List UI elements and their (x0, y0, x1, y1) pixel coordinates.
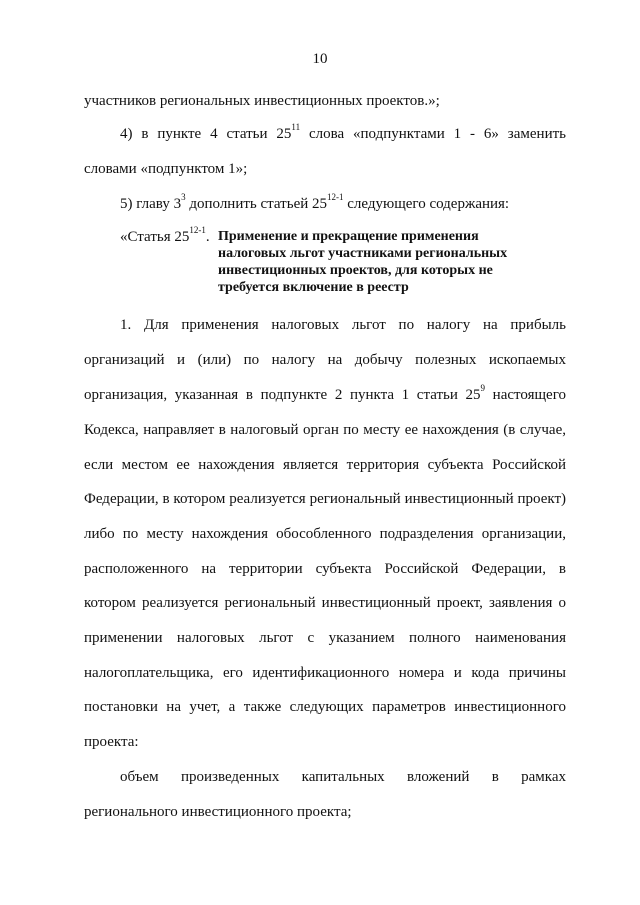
text-line: Кодекса, направляет в налоговый орган по месту ее нахождения (в случае, (84, 422, 566, 438)
text-line: проекта: (84, 734, 139, 750)
text-line: организаций и (или) по налогу на добычу полезных ископаемых (84, 352, 566, 368)
text-line: расположенного на территории субъекта Российской Федерации, в (84, 561, 566, 577)
text-line: либо по месту нахождения обособленного подразделения организации, (84, 526, 566, 542)
text-line: словами «подпунктом 1»; (84, 161, 248, 177)
text-line: применении налоговых льгот с указанием полного наименования (84, 630, 566, 646)
item-4: 4) в пункте 4 статьи $25^{11}$ слова «подпунктами 1 - 6» заменить (120, 122, 566, 142)
text-line: котором реализуется региональный инвестиционный проект, заявления о (84, 595, 566, 611)
text-line: участников региональных инвестиционных проектов.»; (84, 93, 440, 109)
text-line: объем произведенных капитальных вложений в рамках (120, 769, 566, 785)
text-line: Федерации, в котором реализуется региональный инвестиционный проект) (84, 491, 566, 507)
text-line: регионального инвестиционного проекта; (84, 804, 352, 820)
page-number: 10 (312, 51, 328, 67)
text-line: постановки на учет, а также следующих параметров инвестиционного (84, 699, 566, 715)
article-label: «Статья 25$^{12-1}$. (120, 225, 210, 245)
text-line: 1. Для применения налоговых льгот по налогу на прибыль (120, 317, 566, 333)
text-line: налогоплательщика, его идентификационного номера и кода причины (84, 665, 566, 681)
text-line: если местом ее нахождения является территория субъекта Российской (84, 457, 566, 473)
item-5: 5) главу $3^3$ дополнить статьей 25$^{12-1}$ следующего содержания: (120, 192, 510, 212)
text-line: организация, указанная в подпункте 2 пункта 1 статьи $25^9$ настоящего (84, 383, 566, 403)
article-title: Применение и прекращение применения налоговых льгот участниками региональных инвестиционных проектов, для которых не требуется включение в реестр (218, 229, 508, 295)
